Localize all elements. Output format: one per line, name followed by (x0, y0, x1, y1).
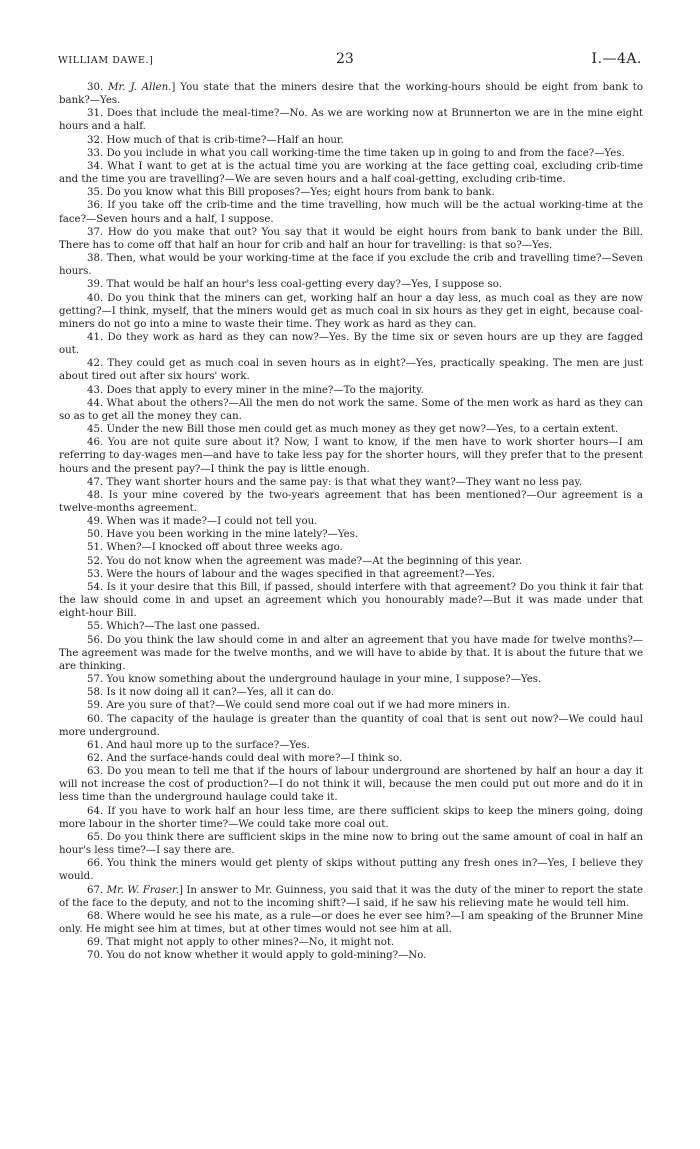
question-text: Do you include in what you call working-time the time taken up in going to and from the face?—Yes. (106, 147, 625, 159)
question-number: 38. (87, 253, 104, 265)
question-number: 54. (87, 581, 104, 593)
witness-name: WILLIAM DAWE.] (58, 55, 154, 66)
question-text: When was it made?—I could not tell you. (106, 516, 318, 528)
question-42 (59, 357, 643, 383)
question-number: 64. (87, 805, 104, 817)
question-49 (59, 515, 643, 528)
question-number: 52. (87, 555, 104, 567)
question-text: You are not quite sure about it? Now, I want to know, if the men have to work shorter hours—I am referring to day-wages men—and have to take less pay for the shorter hours, will they prefer that to the present hours and the present pay?—I think the pay is little enough. (59, 437, 643, 475)
question-number: 56. (87, 634, 104, 646)
question-66 (59, 857, 643, 883)
question-59 (59, 699, 643, 712)
question-62 (59, 752, 643, 765)
question-number: 32. (87, 134, 104, 146)
question-number: 40. (87, 292, 104, 304)
question-number: 69. (87, 937, 104, 949)
question-32 (59, 134, 643, 147)
question-70 (59, 949, 643, 962)
question-number: 60. (87, 713, 104, 725)
question-number: 65. (87, 831, 104, 843)
question-number: 44. (87, 397, 104, 409)
question-text: Do you think that the miners can get, working half an hour a day less, as much coal as they are now getting?—I think, myself, that the miners would get as much coal in six hours as they get in eight, because coal-miners do not go into a mine to waste their time. They work as hard as they can. (59, 292, 643, 330)
question-48 (59, 489, 643, 515)
question-text: Is it now doing all it can?—Yes, all it can do. (106, 687, 335, 699)
question-text: Is it your desire that this Bill, if passed, should interfere with that agreement? Do you think it fair that the law should come in and upset an agreement which you honourably made?—But it was made under that eight-hour Bill. (59, 581, 643, 620)
question-text: You think the miners would get plenty of skips without putting any fresh ones in?—Yes, I believe they would. (59, 858, 643, 883)
question-text: That might not apply to other mines?—No, it might not. (106, 937, 395, 949)
question-text: How much of that is crib-time?—Half an hour. (106, 134, 344, 146)
question-text: And haul more up to the surface?—Yes. (106, 739, 310, 751)
question-number: 31. (87, 108, 104, 120)
question-number: 33. (87, 147, 104, 159)
question-31 (59, 107, 643, 133)
speaker-name: Mr. W. Fraser. (106, 884, 179, 896)
question-56 (59, 634, 643, 673)
question-text: Under the new Bill those men could get as much money as they get now?—Yes, to a certain extent. (106, 424, 619, 436)
question-text: That would be half an hour's less coal-getting every day?—Yes, I suppose so. (106, 279, 502, 291)
question-text: Where would he see his mate, as a rule—or does he ever see him?—I am speaking of the Brunner Mine only. He might see him at times, but at other times would not see him at all. (59, 910, 643, 935)
question-30: 30. Mr. J. Allen.] You state that the miners desire that the working-hours should be eight from bank to bank?—Yes. (59, 82, 643, 107)
question-43 (59, 384, 643, 397)
question-36 (59, 199, 643, 225)
question-45 (59, 423, 643, 436)
question-number: 37. (87, 226, 104, 238)
question-text: You know something about the underground haulage in your mine, I suppose?—Yes. (106, 674, 542, 686)
paper-reference: I.—4A. (591, 51, 642, 67)
question-text: You do not know whether it would apply to gold-mining?—No. (106, 950, 427, 962)
question-33 (59, 147, 643, 160)
question-44 (59, 397, 643, 423)
page-number: 23 (336, 51, 354, 67)
question-64 (59, 805, 643, 831)
question-51 (59, 541, 643, 554)
question-69 (59, 936, 643, 949)
question-number: 39. (87, 279, 104, 291)
question-number: 46. (87, 437, 104, 449)
question-number: 43. (87, 384, 104, 396)
question-50 (59, 528, 643, 541)
question-55 (59, 620, 643, 633)
question-text: In answer to Mr. Guinness, you said that it was the duty of the miner to report the state of the face to the deputy, and not to the incoming shift?—I said, if he saw his relieving mate he would tell him. (59, 884, 643, 909)
question-text: Which?—The last one passed. (106, 621, 260, 633)
question-text: Do you mean to tell me that if the hours of labour underground are shortened by half an hour a day it will not increase the cost of production?—I do not think it will, because the men could put out more and do it in less time than the underground haulage could take it. (59, 766, 643, 804)
question-38 (59, 252, 643, 278)
question-41 (59, 331, 643, 357)
question-number: 45. (87, 424, 104, 436)
question-number: 67. (87, 884, 104, 896)
question-text: The capacity of the haulage is greater than the quantity of coal that is sent out now?—We could haul more underground. (59, 713, 643, 738)
question-68 (59, 910, 643, 936)
question-text: What about the others?—All the men do not work the same. Some of the men work as hard as they can so as to get all the money they can. (59, 397, 643, 422)
question-number: 51. (87, 542, 104, 554)
question-number: 42. (87, 358, 104, 370)
question-text: Then, what would be your working-time at the face if you exclude the crib and travelling time?—Seven hours. (59, 253, 643, 278)
question-53 (59, 568, 643, 581)
question-number: 62. (87, 752, 104, 764)
question-text: And the surface-hands could deal with more?—I think so. (106, 752, 403, 764)
question-63 (59, 765, 643, 804)
question-number: 53. (87, 568, 104, 580)
question-text: Are you sure of that?—We could send more coal out if we had more miners in. (106, 700, 510, 712)
question-number: 36. (87, 200, 104, 212)
question-text: If you have to work half an hour less time, are there sufficient skips to keep the miners going, doing more labour in the shorter time?—We could take more coal out. (59, 805, 643, 830)
question-40 (59, 292, 643, 331)
question-number: 41. (87, 331, 104, 343)
question-number: 59. (87, 700, 104, 712)
question-text: Have you been working in the mine lately?—Yes. (106, 529, 359, 541)
question-text: Do they work as hard as they can now?—Yes. By the time six or seven hours are up they are fagged out. (59, 331, 643, 357)
question-67: 67. Mr. W. Fraser.] In answer to Mr. Guinness, you said that it was the duty of the miner to report the state of the face to the deputy, and not to the incoming shift?—I said, if he saw his relieving mate he would tell him. (59, 884, 643, 909)
question-text: What I want to get at is the actual time you are working at the face getting coal, excluding crib-time and the time you are travelling?—We are seven hours and a half coal-getting, excluding crib-time. (59, 160, 643, 186)
question-46 (59, 436, 643, 475)
question-text: Do you know what this Bill proposes?—Yes; eight hours from bank to bank. (106, 187, 495, 199)
question-57 (59, 673, 643, 686)
question-34 (59, 160, 643, 186)
question-text: You do not know when the agreement was made?—At the beginning of this year. (106, 555, 523, 567)
question-number: 47. (87, 476, 104, 488)
question-39 (59, 278, 643, 291)
question-number: 50. (87, 529, 104, 541)
question-number: 55. (87, 621, 104, 633)
speaker-name: Mr. J. Allen. (108, 82, 172, 93)
question-text: Do you think there are sufficient skips in the mine now to bring out the same amount of coal in half an hour's less time?—I say there are. (59, 831, 643, 857)
question-text: How do you make that out? You say that it would be eight hours from bank to bank under the Bill. There has to come off that half an hour for crib and half an hour for travelling: is that so?—Yes. (59, 226, 643, 251)
question-text: Does that apply to every miner in the mine?—To the majority. (106, 384, 424, 396)
question-text: They want shorter hours and the same pay: is that what they want?—They want no less pay. (106, 476, 583, 488)
question-35 (59, 186, 643, 199)
question-text: Does that include the meal-time?—No. As we are working now at Brunnerton we are in the mine eight hours and a half. (59, 108, 643, 133)
question-number: 70. (87, 950, 104, 962)
question-52 (59, 555, 643, 568)
question-number: 48. (87, 489, 104, 501)
question-number: 58. (87, 687, 104, 699)
question-58 (59, 686, 643, 699)
question-text: Do you think the law should come in and alter an agreement that you have made for twelve months?—The agreement was made for the twelve months, and we will have to abide by that. It is about the future that we are thinking. (59, 634, 643, 672)
page-header (58, 51, 642, 69)
question-number: 49. (87, 516, 104, 528)
question-number: 63. (87, 766, 104, 778)
question-text: Is your mine covered by the two-years agreement that has been mentioned?—Our agreement is a twelve-months agreement. (59, 489, 643, 514)
question-61 (59, 739, 643, 752)
question-number: 35. (87, 187, 104, 199)
question-text: If you take off the crib-time and the time travelling, how much will be the actual working-time at the face?—Seven hours and a half, I suppose. (59, 200, 643, 225)
question-65 (59, 831, 643, 857)
question-54 (59, 581, 643, 620)
question-47 (59, 476, 643, 489)
question-number: 30. (87, 82, 104, 93)
question-60 (59, 713, 643, 739)
question-text: Were the hours of labour and the wages specified in that agreement?—Yes. (106, 568, 495, 580)
question-number: 66. (87, 858, 104, 870)
question-number: 57. (87, 674, 104, 686)
testimony-body (59, 81, 643, 962)
question-number: 34. (87, 160, 104, 172)
question-text: When?—I knocked off about three weeks ago. (106, 542, 343, 554)
question-text: They could get as much coal in seven hours as in eight?—Yes, practically speaking. The men are just about tired out after six hours' work. (59, 358, 643, 383)
question-number: 61. (87, 739, 104, 751)
question-text: You state that the miners desire that the working-hours should be eight from bank to bank?—Yes. (59, 82, 643, 107)
question-37 (59, 226, 643, 252)
question-number: 68. (87, 910, 104, 922)
